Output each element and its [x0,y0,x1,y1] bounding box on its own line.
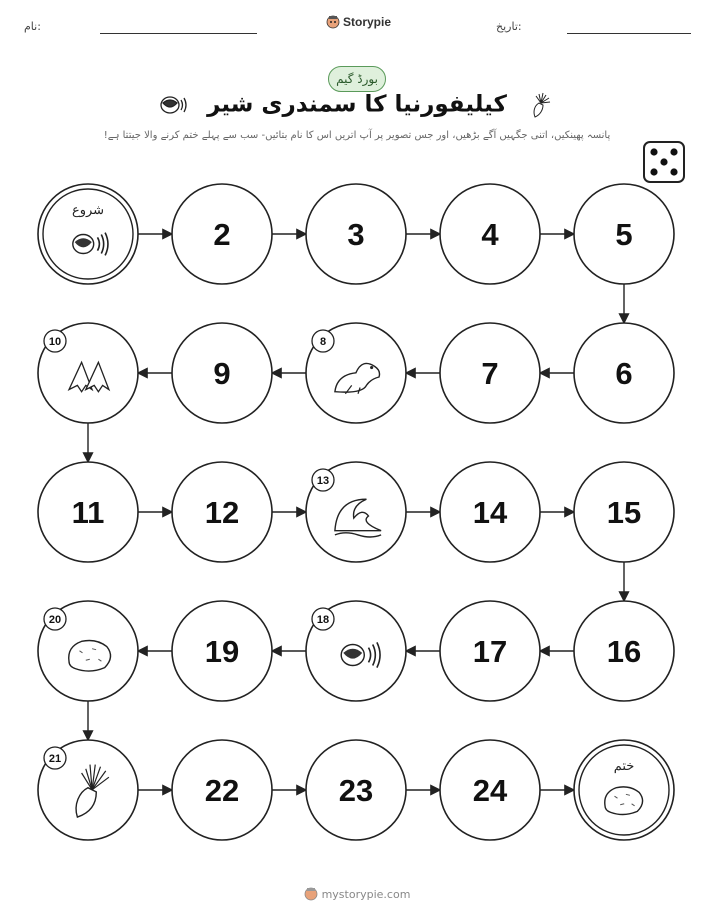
rock-icon [605,787,643,815]
board-space-5[interactable] [574,184,674,284]
space-number: 6 [615,356,633,391]
board-space-24[interactable] [440,740,540,840]
board-space-10[interactable] [38,323,138,423]
board-space-16[interactable] [574,601,674,701]
board-space-23[interactable] [306,740,406,840]
board-space-13[interactable] [306,462,406,562]
space-number: 9 [213,356,231,391]
space-number: 10 [48,336,62,348]
space-number: 15 [606,495,642,530]
board-space-19[interactable] [172,601,272,701]
space-number: 11 [71,495,105,530]
board-space-8[interactable] [306,323,406,423]
space-number: 2 [213,217,231,252]
board-space-14[interactable] [440,462,540,562]
board-space-11[interactable] [38,462,138,562]
board-space-17[interactable] [440,601,540,701]
board-space-2[interactable] [172,184,272,284]
board-space-7[interactable] [440,323,540,423]
space-number: 7 [481,356,499,391]
space-number: 3 [347,217,365,252]
space-number: 17 [472,634,508,669]
footer-url: mystorypie.com [321,887,411,901]
space-number: 22 [204,773,240,808]
name-label: نام: [24,20,41,33]
board-space-1[interactable] [38,184,138,284]
space-number: 12 [204,495,240,530]
end-label: ختم [613,758,635,773]
board-space-20[interactable] [38,601,138,701]
board-space-4[interactable] [440,184,540,284]
board-space-21[interactable] [38,740,138,840]
board-space-25[interactable] [574,740,674,840]
board-space-15[interactable] [574,462,674,562]
board-space-22[interactable] [172,740,272,840]
space-number: 24 [472,773,508,808]
footer [0,886,714,902]
space-number: 4 [481,217,499,252]
dice-five-icon [644,142,684,182]
space-number: 20 [48,614,62,626]
space-number: 13 [316,475,330,487]
board-space-18[interactable] [306,601,406,701]
space-circle [38,184,138,284]
space-number: 18 [316,614,330,626]
space-number: 14 [472,495,508,530]
space-number: 8 [319,336,327,348]
instructions: پانسہ پھینکیں، اتنی جگہیں آگے بڑھیں، اور جس تصویر پر آپ اتریں اس کا نام بتائیں- سب سے پہلے ختم کرنے والا جیتتا ہے! [103,130,611,141]
space-number: 21 [48,753,62,765]
board-space-9[interactable] [172,323,272,423]
space-number: 19 [204,634,240,669]
space-number: 5 [615,217,633,252]
storypie-mascot-icon [304,886,318,902]
board-space-3[interactable] [306,184,406,284]
space-number: 23 [338,773,374,808]
title-text: کیلیفورنیا کا سمندری شیر [207,91,507,118]
board-space-12[interactable] [172,462,272,562]
space-number: 16 [606,634,642,669]
brand-name: Storypie [343,15,392,29]
rock-icon [69,640,111,671]
board-space-6[interactable] [574,323,674,423]
date-label: تاریخ: [496,20,522,33]
board-game-badge: بورڈ گیم [328,66,386,92]
start-label: شروع [71,202,105,217]
